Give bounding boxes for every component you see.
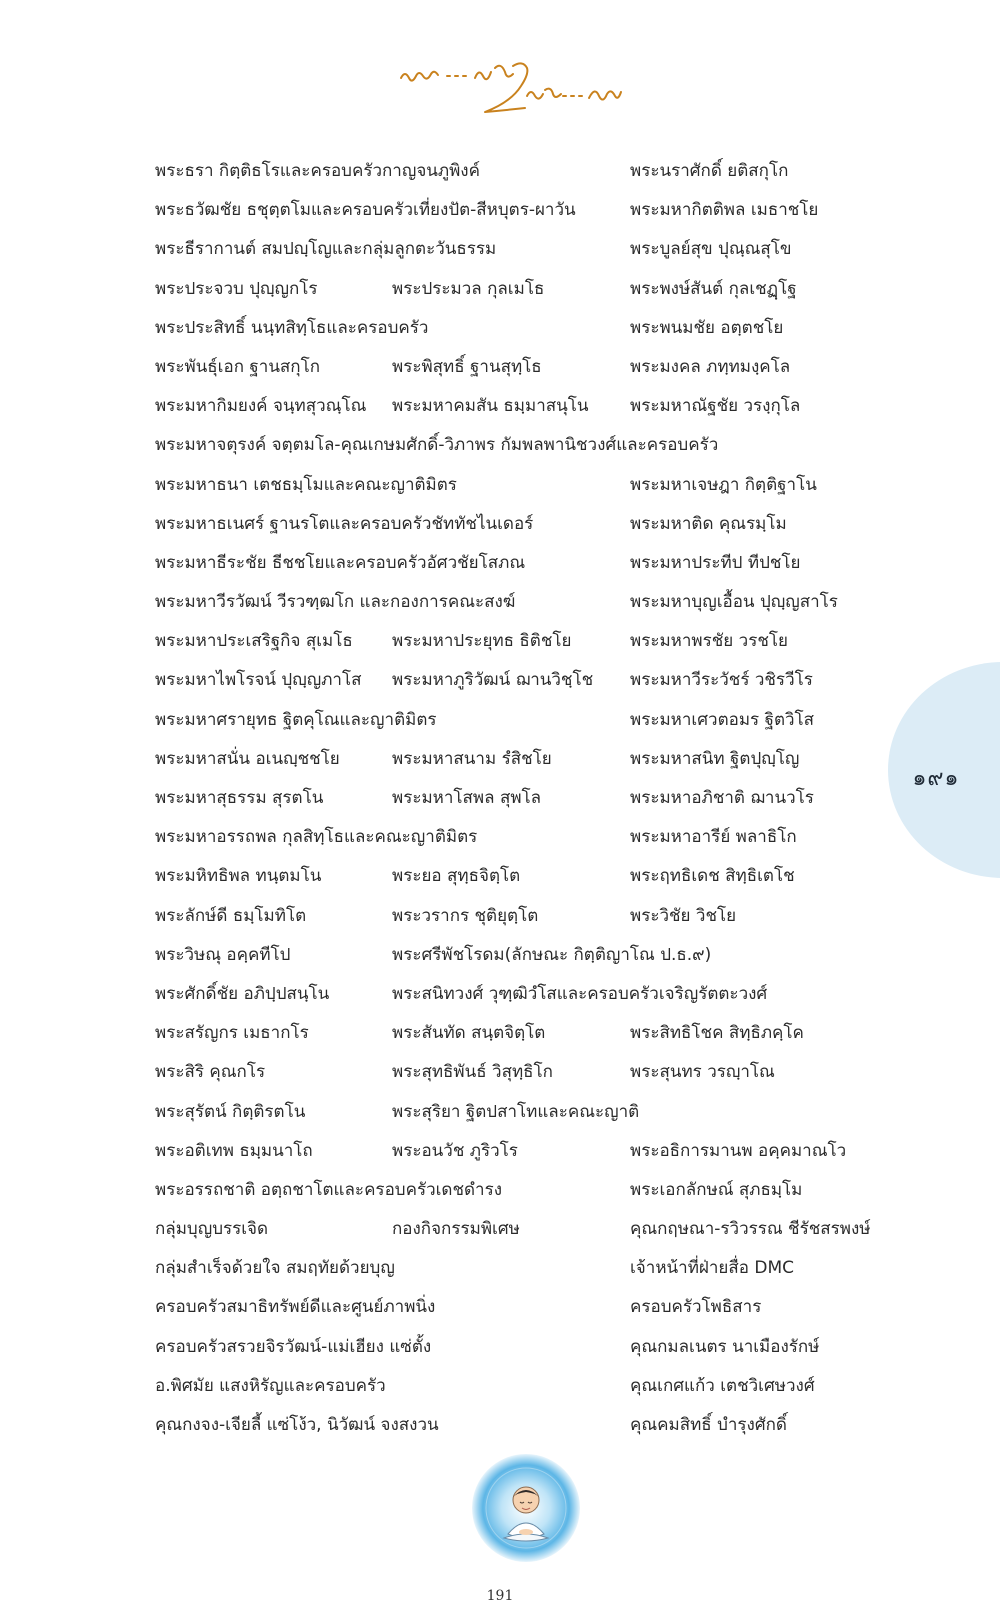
page-number: 191 (486, 1588, 514, 1604)
name-row (155, 278, 875, 317)
name-entry: พระมหาเศวตอมร ฐิตวิโส (630, 709, 815, 730)
name-row (155, 1022, 875, 1061)
name-row (155, 1140, 875, 1179)
name-entry: พระมหาวีระวัชร์ วชิรวีโร (630, 670, 813, 691)
name-entry: คุณคมสิทธิ์ บำรุงศักดิ์ (630, 1415, 787, 1435)
name-entry: ครอบครัวสมาธิทรัพย์ดีและศูนย์ภาพนิ่ง (155, 1297, 436, 1318)
name-entry: พระมหาติด คุณรมฺโม (630, 513, 787, 534)
name-row (155, 513, 875, 552)
name-entry: พระศักดิ์ชัย อภิปฺปสนฺโน (155, 983, 330, 1004)
name-entry: พระมหากิตติพล เมธาชโย (630, 200, 819, 221)
name-row (155, 865, 875, 904)
name-entry: พระธีรากานต์ สมปญฺโญและกลุ่มลูกตะวันธรรม (155, 239, 497, 260)
name-entry: พระฤทธิเดช สิทฺธิเตโช (630, 866, 795, 887)
name-entry: พระมหาโสพล สุพโล (392, 788, 542, 808)
name-row (155, 1179, 875, 1218)
name-row (155, 199, 875, 238)
name-entry: คุณกมลเนตร นาเมืองรักษ์ (630, 1336, 820, 1357)
name-entry: พระอนวัช ภูริวโร (392, 1140, 518, 1161)
name-entry: ครอบครัวสรวยจิรวัฒน์-แม่เฮียง แซ่ตั้ง (155, 1336, 432, 1357)
name-row (155, 787, 875, 826)
name-entry: พระมหาธเนศร์ ฐานรโตและครอบครัวชัททัชไนเดอร์ (155, 513, 534, 534)
meditating-monk-mascot-icon (470, 1452, 582, 1564)
name-row (155, 474, 875, 513)
name-entry: พระมหาประเสริฐกิจ สุเมโธ (155, 631, 353, 652)
name-entry: อ.พิศมัย แสงหิรัญและครอบครัว (155, 1375, 386, 1396)
name-entry: พระมหาวีรวัฒน์ วีรวฑฺฒโก และกองการคณะสงฆ์ (155, 592, 516, 613)
name-entry: คุณกงจง-เจียลี้ แซ่โง้ว, นิวัฒน์ จงสงวน (155, 1415, 439, 1435)
name-row (155, 709, 875, 748)
name-entry: พระมหาศรายุทธ ฐิตคุโณและญาติมิตร (155, 709, 437, 730)
name-row (155, 630, 875, 669)
name-entry: พระสันทัด สนฺตจิตฺโต (392, 1023, 546, 1044)
name-entry: ครอบครัวโพธิสาร (630, 1297, 762, 1318)
name-entry: กลุ่มสำเร็จด้วยใจ สมฤทัยด้วยบุญ (155, 1258, 395, 1279)
name-entry: พระมหาสุธรรม สุรตโน (155, 788, 324, 808)
name-entry: เจ้าหน้าที่ฝ่ายสื่อ DMC (630, 1258, 794, 1279)
name-entry: พระนราศักดิ์ ยติสกุโก (630, 161, 789, 181)
name-entry: พระสุนทร วรญฺาโณ (630, 1062, 775, 1083)
name-entry: พระวิชัย วิชโย (630, 905, 737, 926)
name-row (155, 826, 875, 865)
name-entry: พระมหากิมยงค์ จนฺทสุวณฺโณ (155, 396, 367, 417)
name-entry: พระสิทธิโชค สิทฺธิภคฺโค (630, 1023, 804, 1044)
name-entry: พระอธิการมานพ อคฺคมาณโว (630, 1140, 847, 1161)
name-entry: พระสิริ คุณกโร (155, 1062, 266, 1083)
name-entry: พระวิษณุ อคฺคทีโป (155, 944, 291, 965)
name-row (155, 905, 875, 944)
name-row (155, 591, 875, 630)
name-entry: พระศรีพัชโรดม(ลักษณะ กิตฺติญาโณ ป.ธ.๙) (392, 944, 712, 965)
name-entry: พระสรัญกร เมธากโร (155, 1023, 309, 1044)
name-entry: กองกิจกรรมพิเศษ (392, 1219, 520, 1240)
name-row (155, 1257, 875, 1296)
name-entry: พระสนิทวงศ์ วุฑฺฒิวํโสและครอบครัวเจริญรัตตะวงศ์ (392, 983, 768, 1004)
name-entry: พระประจวบ ปุญฺญกโร (155, 278, 318, 299)
name-row (155, 1061, 875, 1100)
name-entry: กลุ่มบุญบรรเจิด (155, 1219, 269, 1240)
acknowledgement-name-list (155, 160, 875, 1453)
name-entry: พระมหาภูริวัฒน์ ฌานวิชฺโช (392, 670, 594, 691)
name-entry: พระมหาอภิชาติ ฌานวโร (630, 788, 814, 808)
name-row (155, 748, 875, 787)
name-row (155, 238, 875, 277)
name-row (155, 434, 875, 473)
name-row (155, 1336, 875, 1375)
name-entry: พระมหาไพโรจน์ ปุญฺญภาโส (155, 670, 362, 691)
name-entry: พระมงคล ภทฺทมงฺคโล (630, 356, 791, 377)
name-row (155, 1218, 875, 1257)
name-entry: พระมหาประทีป ทีปชโย (630, 552, 801, 573)
name-row (155, 1101, 875, 1140)
name-entry: พระสุริยา ฐิตปสาโทและคณะญาติ (392, 1101, 640, 1122)
name-entry: พระพันธุ์เอก ฐานสกุโก (155, 356, 321, 377)
name-entry: พระประมวล กุลเมโธ (392, 278, 545, 299)
name-row (155, 552, 875, 591)
name-row (155, 356, 875, 395)
name-entry: พระมหาประยุทธ ธิติชโย (392, 631, 572, 652)
name-row (155, 317, 875, 356)
name-entry: พระมหาจตุรงค์ จตฺตมโล-คุณเกษมศักดิ์-วิภาพร กัมพลพานิชวงศ์และครอบครัว (155, 435, 719, 456)
name-entry: พระยอ สุทฺธจิตฺโต (392, 866, 521, 887)
name-row (155, 1375, 875, 1414)
name-entry: พระมหาอรรถพล กุลสิทฺโธและคณะญาติมิตร (155, 827, 478, 848)
name-entry: พระประสิทธิ์ นนฺทสิทฺโธและครอบครัว (155, 317, 429, 338)
name-entry: พระมหาสนั่น อเนญฺชชโย (155, 748, 340, 769)
name-entry: พระธวัฒชัย ธชุตฺตโมและครอบครัวเที่ยงปัต-สีหบุตร-ผาวัน (155, 200, 576, 221)
name-entry: พระสุรัตน์ กิตฺติรตโน (155, 1101, 306, 1122)
name-entry: พระมหาคมสัน ธมฺมาสนุโน (392, 396, 589, 417)
name-entry: พระพนมชัย อตฺตชโย (630, 317, 784, 338)
name-entry: พระพงษ์สันต์ กุลเชฏฺโฐ (630, 278, 797, 299)
name-row (155, 983, 875, 1022)
side-page-number-thai: ๑๙๑ (912, 766, 960, 791)
name-entry: พระมหาเจษฎา กิตฺติฐาโน (630, 474, 817, 495)
name-row (155, 1296, 875, 1335)
name-row (155, 669, 875, 708)
name-row (155, 944, 875, 983)
name-entry: พระวรากร ชุติยุตฺโต (392, 905, 539, 926)
name-entry: พระมหิทธิพล ทนฺตมโน (155, 866, 322, 887)
name-entry: พระอติเทพ ธมฺมนาโถ (155, 1140, 313, 1161)
name-entry: พระธรา กิตฺติธโรและครอบครัวกาญจนภูพิงค์ (155, 161, 480, 181)
name-row (155, 1414, 875, 1453)
name-entry: คุณเกศแก้ว เตชวิเศษวงศ์ (630, 1375, 815, 1396)
handwritten-signature-icon (395, 56, 645, 126)
name-entry: คุณกฤษณา-รวิวรรณ ชีรัชสรพงษ์ (630, 1219, 871, 1240)
name-entry: พระมหาพรชัย วรชโย (630, 631, 788, 652)
name-entry: พระบูลย์สุข ปุณฺณสุโข (630, 239, 792, 260)
name-entry: พระอรรถชาติ อตฺถชาโตและครอบครัวเดชดำรง (155, 1179, 503, 1200)
name-entry: พระพิสุทธิ์ ฐานสุทฺโธ (392, 356, 542, 377)
name-entry: พระมหาบุญเอื้อน ปุญฺญสาโร (630, 592, 838, 613)
name-entry: พระมหาธนา เตชธมฺโมและคณะญาติมิตร (155, 474, 457, 495)
name-entry: พระมหาอารีย์ พลาธิโก (630, 827, 797, 848)
name-row (155, 160, 875, 199)
name-entry: พระมหาสนาม รํสิชโย (392, 748, 552, 769)
name-entry: พระลักษ์ดี ธมฺโมทิโต (155, 905, 307, 926)
name-row (155, 395, 875, 434)
name-entry: พระมหาสนิท ฐิตปุญฺโญ (630, 748, 800, 769)
name-entry: พระเอกลักษณ์ สุภธมฺโม (630, 1179, 803, 1200)
name-entry: พระมหาธีระชัย ธีชชโยและครอบครัวอัศวชัยโสภณ (155, 552, 526, 573)
name-entry: พระสุทธิพันธ์ วิสุทฺธิโก (392, 1062, 553, 1083)
name-entry: พระมหาณัฐชัย วรงฺกุโล (630, 396, 801, 417)
